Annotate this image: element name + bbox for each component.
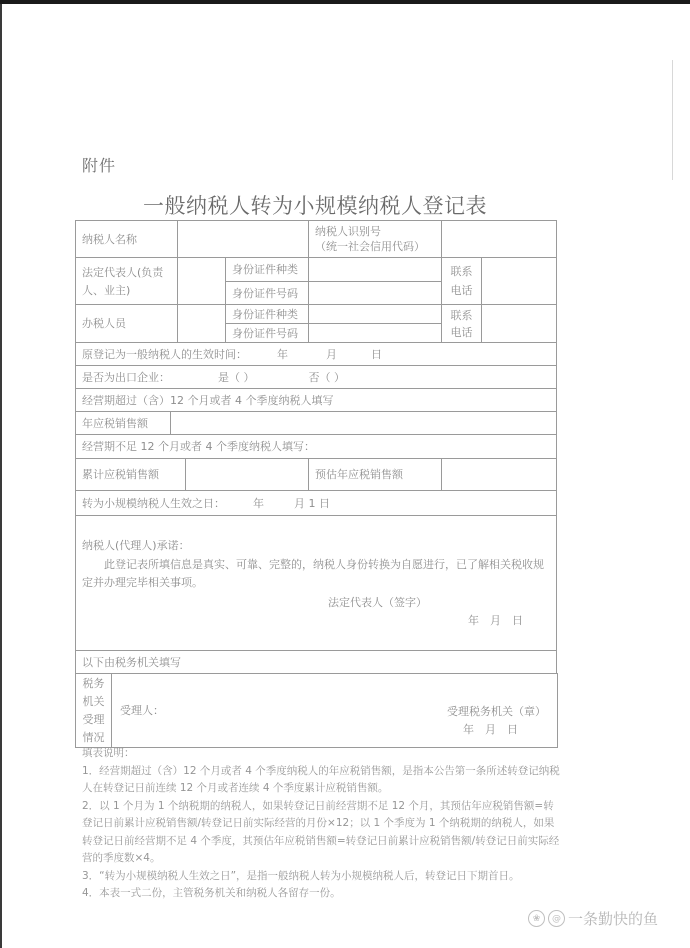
tax-handler-label: 办税人员 — [75, 304, 178, 343]
attachment-label: 附件 — [82, 156, 117, 175]
export-no-option[interactable]: 否（ ） — [308, 370, 345, 384]
scan-left-edge — [0, 4, 2, 948]
conversion-effective-row[interactable] — [75, 490, 557, 516]
legal-rep-name-field[interactable] — [177, 257, 226, 305]
tax-handler-id-type-field[interactable] — [308, 304, 442, 324]
promise-heading: 纳税人(代理人)承诺： — [82, 539, 190, 552]
general-taxpayer-effective-label: 原登记为一般纳税人的生效时间： — [82, 347, 247, 361]
scan-top-edge — [0, 0, 690, 4]
estimated-annual-sales-label: 预估年应税销售额 — [308, 458, 442, 491]
conversion-effective-label: 转为小规模纳税人生效之日： — [82, 496, 225, 510]
effective-day: 日 — [371, 347, 382, 361]
at-icon: @ — [548, 910, 565, 927]
paw-icon: ❀ — [528, 910, 545, 927]
taxpayer-id-field[interactable] — [441, 220, 557, 258]
over12-section-label: 经营期超过（含）12 个月或者 4 个季度纳税人填写 — [75, 388, 557, 412]
authority-date: 年 月 日 — [463, 723, 518, 736]
fill-instructions — [82, 745, 560, 903]
effective-month: 月 — [326, 347, 337, 361]
taxpayer-name-field[interactable] — [177, 220, 309, 258]
tax-handler-id-number-label: 身份证件号码 — [225, 323, 309, 343]
tax-handler-name-field[interactable] — [177, 304, 226, 343]
promise-body: 此登记表所填信息是真实、可靠、完整的，纳税人身份转换为自愿进行，已了解相关税收规定并办理完毕相关事项。 — [82, 558, 544, 589]
acceptor-label: 受理人： — [120, 704, 164, 717]
estimated-annual-sales-field[interactable] — [441, 458, 557, 491]
note-item-1: 1．经营期超过（含）12 个月或者 4 个季度纳税人的年应税销售额，是指本公告第一条所述转登记纳税人在转登记日前连续 12 个月或者连续 4 个季度累计应税销售额。 — [82, 764, 560, 794]
legal-rep-id-type-label: 身份证件种类 — [225, 257, 309, 282]
cumulative-sales-label: 累计应税销售额 — [75, 458, 186, 491]
watermark-text: 一条勤快的鱼 — [568, 910, 659, 928]
note-item-3: 3．“转为小规模纳税人生效之日”，是指一般纳税人转为小规模纳税人后，转登记日下期首日。 — [82, 869, 520, 882]
tax-handler-phone-label: 联系 电话 — [441, 304, 482, 343]
cumulative-sales-field[interactable] — [185, 458, 309, 491]
note-item-4: 4．本表一式二份，主管税务机关和纳税人各留存一份。 — [82, 887, 341, 899]
taxpayer-name-label: 纳税人名称 — [75, 220, 178, 258]
watermark — [528, 908, 658, 929]
taxpayer-id-label — [308, 220, 442, 258]
taxpayer-id-label-line1: 纳税人识别号 — [315, 225, 381, 238]
legal-rep-signature-label: 法定代表人（签字） — [328, 596, 427, 609]
form-title: 一般纳税人转为小规模纳税人登记表 — [143, 194, 487, 218]
under12-section-label: 经营期不足 12 个月或者 4 个季度纳税人填写： — [75, 434, 557, 459]
scan-right-shadow — [672, 60, 673, 180]
legal-rep-phone-label: 联系 电话 — [441, 257, 482, 305]
legal-rep-id-number-label: 身份证件号码 — [225, 281, 309, 305]
tax-authority-acceptance-label: 税务 机关 受理 情况 — [75, 673, 112, 748]
tax-authority-section-label: 以下由税务机关填写 — [75, 650, 557, 674]
legal-rep-phone-field[interactable] — [481, 257, 557, 305]
annual-sales-label: 年应税销售额 — [75, 411, 171, 435]
accepting-authority-label: 受理税务机关（章） — [447, 705, 546, 718]
tax-handler-phone-field[interactable] — [481, 304, 557, 343]
conversion-year: 年 — [253, 496, 264, 510]
export-enterprise-row — [75, 365, 557, 389]
legal-rep-id-number-field[interactable] — [308, 281, 442, 305]
legal-rep-id-type-field[interactable] — [308, 257, 442, 282]
annual-sales-field[interactable] — [170, 411, 557, 435]
legal-rep-label: 法定代表人(负责人、业主) — [75, 257, 178, 305]
taxpayer-id-label-line2: （统一社会信用代码） — [315, 240, 425, 253]
export-enterprise-label: 是否为出口企业： — [82, 370, 170, 384]
signature-date: 年 月 日 — [468, 614, 523, 627]
tax-handler-id-number-field[interactable] — [308, 323, 442, 343]
conversion-month-day: 月 1 日 — [294, 496, 330, 510]
tax-handler-id-type-label: 身份证件种类 — [225, 304, 309, 324]
effective-year: 年 — [277, 347, 288, 361]
note-item-2: 2．以 1 个月为 1 个纳税期的纳税人，如果转登记日前经营期不足 12 个月，其预估年应税销售额=转登记日前累计应税销售额/转登记日前实际经营的月份×12；以 1 个季度为 1 个纳税期的纳税人，如果转登记日前经营期不足 4 个季度，其预估年应税销售额=转登记日前累计应税销售额/转登记日前实际经营的季度数×4。 — [82, 799, 560, 864]
general-taxpayer-effective-row[interactable] — [75, 342, 557, 366]
export-yes-option[interactable]: 是（ ） — [218, 370, 255, 384]
notes-heading: 填表说明： — [82, 747, 135, 759]
